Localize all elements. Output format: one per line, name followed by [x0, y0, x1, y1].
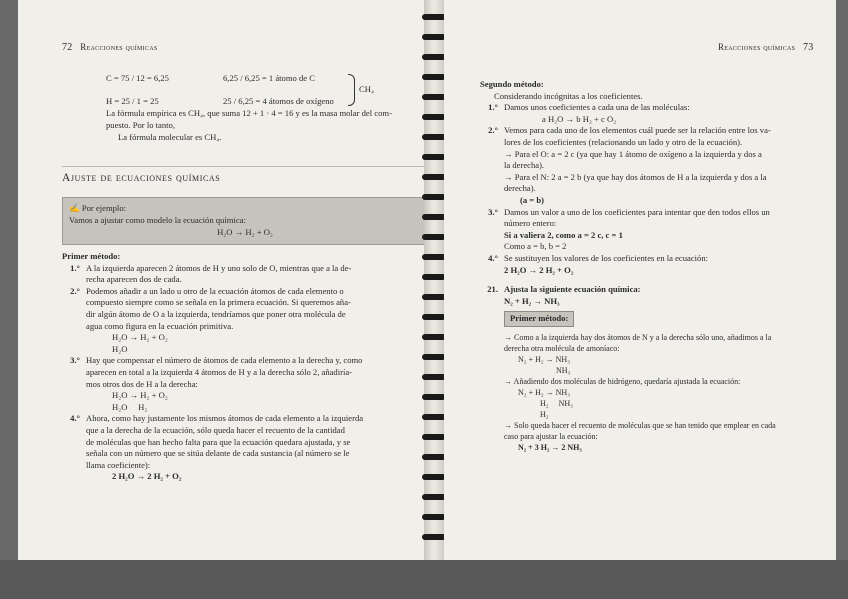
right-page-number: 73	[802, 42, 814, 53]
binding-coil	[422, 94, 446, 100]
step-3: 3.° Hay que compensar el número de átomos de cada elemento a la derecha y, como aparecen en total a la izquierda 4 átomos de H y a la derecha sólo 2, añadiría- mos otros dos de H a la derecha: H₂O → H₂ + O₂ H₂O H₂	[62, 355, 424, 413]
calc-line-1: La fórmula empírica es CH₄, que suma 12 + 1 · 4 = 16 y es la masa molar del com-	[106, 108, 392, 118]
binding-coil	[422, 274, 446, 280]
brace	[348, 74, 355, 106]
binding-coil	[422, 394, 446, 400]
calc-result: CH₄	[359, 84, 374, 94]
table-surface	[0, 560, 848, 599]
step-2: 2.° Podemos añadir a un lado u otro de la ecuación átomos de cada elemento o compuesto siempre como se señala en la primera ecuación. Si queremos aña- dir algún átomo de O a la izquierda, tendríamos que poner otra molécula de agua como figura en la ecuación primitiva. H₂O → H₂ + O₂ H₂O	[62, 286, 424, 356]
binding-coil	[422, 474, 446, 480]
first-method-section	[62, 251, 424, 483]
binding-coil	[422, 414, 446, 420]
step-3-eq-1: H₂O → H₂ + O₂	[112, 390, 168, 401]
binding-coil	[422, 14, 446, 20]
first-method-title: Primer método:	[62, 251, 121, 261]
left-running-header: Reacciones químicas	[80, 42, 158, 52]
binding-coil	[422, 154, 446, 160]
right-running-header: Reacciones químicas	[718, 42, 796, 52]
binding-coil	[422, 234, 446, 240]
binding-coil	[422, 214, 446, 220]
second-method-section	[480, 79, 830, 453]
binding-coil	[422, 174, 446, 180]
step-2-eq-1: H₂O → H₂ + O₂	[112, 332, 168, 343]
binding-coil	[422, 374, 446, 380]
right-page	[444, 0, 836, 560]
binding-coil	[422, 114, 446, 120]
binding-coil	[422, 354, 446, 360]
binding-coil	[422, 454, 446, 460]
left-page-number: 72	[62, 42, 73, 53]
divider	[62, 166, 424, 167]
example-equation: H₂O → H₂ + O₂	[217, 227, 273, 237]
first-method-label: Primer método:	[504, 311, 574, 327]
example-label: ✍ Por ejemplo:	[69, 203, 127, 213]
r-step-2: 2.° Vemos para cada uno de los elementos cuál puede ser la relación entre los va- lores de los coeficientes (relacionando un lado y otro de la ecuación). → Para el O: a = 2 c (ya que hay 1 átomo de oxígeno a la izquierda y dos a la derecha). → Para el N: 2 a = 2 b (ya que hay dos átomos de H a la izquierda y dos a la derecha). (a = b)	[488, 125, 771, 205]
step-4-eq: 2 H₂O → 2 H₂ + O₂	[112, 471, 182, 482]
exercise-equation: N₂ + H₂ → NH₃	[504, 295, 560, 306]
binding-coil	[422, 294, 446, 300]
binding-coil	[422, 494, 446, 500]
step-1: 1.° A la izquierda aparecen 2 átomos de H y uno solo de O, mientras que a la de- recha aparecen dos de cada.	[70, 262, 352, 285]
example-box	[62, 197, 424, 245]
step-4: 4.° Ahora, como hay justamente los mismos átomos de cada elemento a la izquierda que a la derecha de la ecuación, sólo queda hacer el recuento de la cantidad de moléculas que han hecho falta para que la ecuación quedara ajustada, y se señala con un número que se sitúa delante de cada sustancia (al número se le llama coeficiente): 2 H₂O → 2 H₂ + O₂	[62, 413, 424, 483]
h-ratio: 25 / 6,25 = 4 átomos de oxígeno	[223, 96, 334, 106]
binding-coil	[422, 334, 446, 340]
example-text: Vamos a ajustar como modelo la ecuación química:	[69, 215, 246, 225]
step-2-eq-2: H₂O	[112, 343, 128, 354]
exercise-final: N₂ + 3 H₂ → 2 NH₃	[518, 442, 582, 452]
calc-line-2: puesto. Por lo tanto,	[106, 120, 175, 130]
binding-coil	[422, 194, 446, 200]
left-page	[18, 0, 424, 560]
binding-coil	[422, 254, 446, 260]
exercise-21: 21. Ajusta la siguiente ecuación química: N₂ + H₂ → NH₃ Primer método: → Como a la izquierda hay dos átomos de N y a la derecha sólo uno, añadimos a la derecha otra molécula de amoníaco: N₂ + H₂ → NH₃ NH₃ → Añadiendo dos moléculas de hidrógeno, quedaría ajustada la ecuación: N₂ + H₂ → NH₃ H₂ NH₃ H₂ → Solo queda hacer el recuento de moléculas que se han tenido que emplear en cada caso para ajustar la ecuación: N₂ + 3 H₂ → 2 NH₃	[480, 284, 830, 453]
binding-coil	[422, 34, 446, 40]
binding-coil	[422, 134, 446, 140]
right-header	[718, 42, 814, 53]
second-method-intro: Considerando incógnitas a los coeficientes.	[494, 90, 643, 101]
step-3-eq-2: H₂O H₂	[112, 401, 148, 412]
left-header	[62, 42, 158, 53]
h-calc: H = 25 / 1 = 25	[106, 96, 159, 106]
binding-coil	[422, 534, 446, 540]
c-ratio: 6,25 / 6,25 = 1 átomo de C	[223, 73, 315, 83]
r-step-1: 1.° Damos unos coeficientes a cada una de las moléculas: a H₂O → b H₂ + c O₂	[488, 102, 690, 124]
binding-coil	[422, 74, 446, 80]
section-title: Ajuste de ecuaciones químicas	[62, 172, 221, 184]
calc-line-3: La fórmula molecular es CH₄.	[118, 132, 222, 142]
binding-coil	[422, 434, 446, 440]
binding-coil	[422, 514, 446, 520]
c-calc: C = 75 / 12 = 6,25	[106, 73, 169, 83]
binding-coil	[422, 314, 446, 320]
second-method-title: Segundo método:	[480, 79, 544, 89]
r-step-4: 4.° Se sustituyen los valores de los coeficientes en la ecuación: 2 H₂O → 2 H₂ + O₂	[488, 252, 709, 275]
binding-coil	[422, 54, 446, 60]
r-step-3: 3.° Damos un valor a uno de los coeficientes para intentar que den todos ellos un número entero: Si a valiera 2, como a = 2 c, c = 1 Como a = b, b = 2	[488, 206, 770, 252]
